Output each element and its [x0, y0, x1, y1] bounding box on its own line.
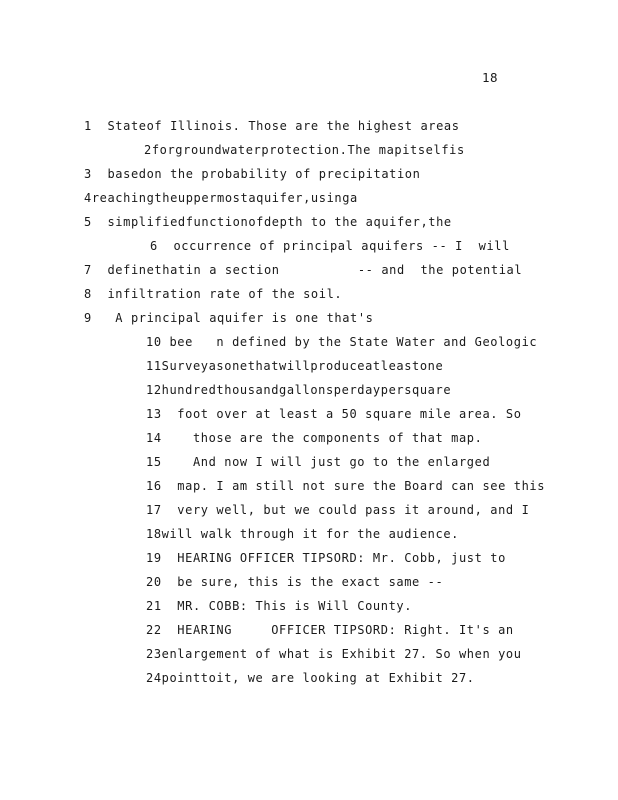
transcript-line-24: 24pointtoit, we are looking at Exhibit 27.	[146, 671, 475, 685]
transcript-line-9: 9 A principal aquifer is one that's	[84, 311, 374, 325]
transcript-line-20: 20 be sure, this is the exact same --	[146, 575, 444, 589]
transcript-line-4: 4reachingtheuppermostaquifer,usinga	[84, 191, 358, 205]
transcript-line-8: 8 infiltration rate of the soil.	[84, 287, 343, 301]
transcript-line-17: 17 very well, but we could pass it around, and I	[146, 503, 530, 517]
transcript-line-6: 6 occurrence of principal aquifers -- I will	[150, 239, 510, 253]
transcript-line-3: 3 basedon the probability of precipitation	[84, 167, 421, 181]
transcript-line-14: 14 those are the components of that map.	[146, 431, 483, 445]
transcript-line-1: 1 Stateof Illinois. Those are the highest areas	[84, 119, 460, 133]
transcript-line-16: 16 map. I am still not sure the Board can see this	[146, 479, 546, 493]
transcript-line-2: 2forgroundwaterprotection.The mapitselfis	[144, 143, 465, 157]
transcript-line-11: 11Surveyasonethatwillproduceatleastone	[146, 359, 444, 373]
transcript-line-5: 5 simplifiedfunctionofdepth to the aquifer,the	[84, 215, 452, 229]
transcript-line-12: 12hundredthousandgallonsperdaypersquare	[146, 383, 452, 397]
transcript-line-13: 13 foot over at least a 50 square mile area. So	[146, 407, 522, 421]
page-number: 18	[482, 70, 499, 85]
transcript-line-22: 22 HEARING OFFICER TIPSORD: Right. It's an	[146, 623, 514, 637]
transcript-line-19: 19 HEARING OFFICER TIPSORD: Mr. Cobb, just to	[146, 551, 506, 565]
transcript-line-7: 7 definethatin a section -- and the potential	[84, 263, 523, 277]
transcript-line-10: 10 bee n defined by the State Water and Geologic	[146, 335, 538, 349]
transcript-line-18: 18will walk through it for the audience.	[146, 527, 459, 541]
transcript-line-15: 15 And now I will just go to the enlarged	[146, 455, 491, 469]
transcript-line-21: 21 MR. COBB: This is Will County.	[146, 599, 413, 613]
transcript-line-23: 23enlargement of what is Exhibit 27. So when you	[146, 647, 522, 661]
